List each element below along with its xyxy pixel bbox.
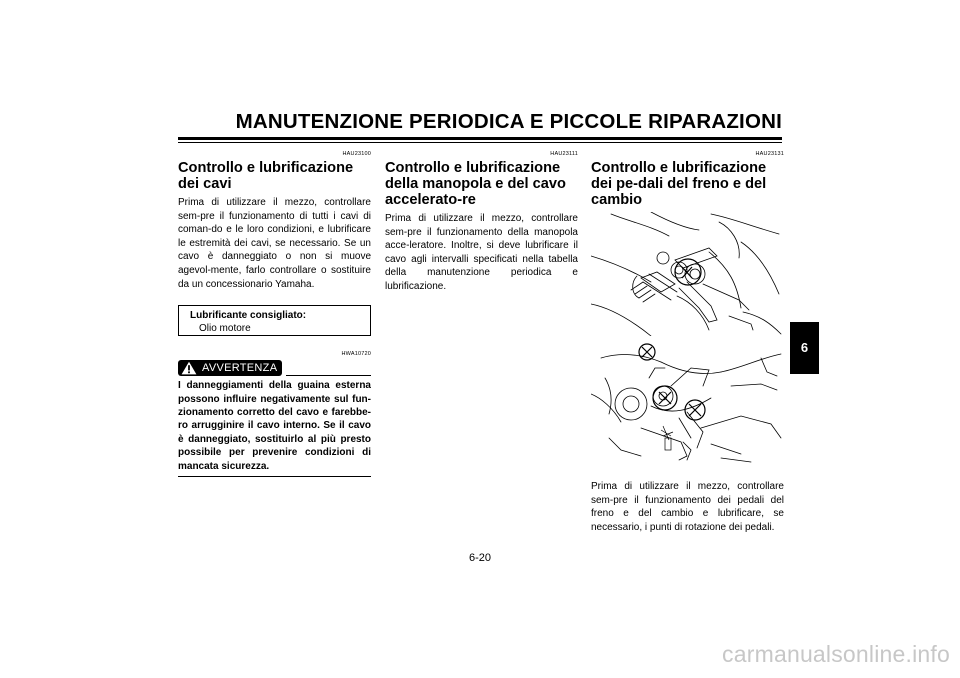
section-code: HAU23111 xyxy=(550,151,578,157)
warning-code: HWA10720 xyxy=(341,351,371,358)
section-body: Prima di utilizzare il mezzo, controllare sem-pre il funzionamento dei pedali del freno e del cambio e lubrificare, se necessario, i punti di rotazione dei pedali. xyxy=(591,481,784,533)
section-cables xyxy=(178,150,371,477)
section-title: Controllo e lubrificazione dei cavi xyxy=(178,160,354,192)
warning-header xyxy=(178,350,371,376)
warning-badge xyxy=(178,360,282,376)
lubricant-value: Olio motore xyxy=(199,323,251,335)
warning-rule xyxy=(286,375,371,376)
warning-bottom-rule xyxy=(178,476,371,477)
lubricant-label: Lubrificante consigliato: xyxy=(190,310,307,322)
section-pedals xyxy=(591,150,784,534)
section-body: Prima di utilizzare il mezzo, controllare sem-pre il funzionamento di tutti i cavi di coman-do e le loro condizioni, e lubrificare le estremità dei cavi, se necessario. Se un cavo è danneggiato o non si muove agevol-mente, farlo controllare o sostituire da un concessionario Yamaha. xyxy=(178,197,371,290)
warning-label: AVVERTENZA xyxy=(202,362,278,375)
warning-icon xyxy=(181,361,197,375)
section-code: HAU23131 xyxy=(755,151,784,157)
section-title: Controllo e lubrificazione della manopola e del cavo accelerato-re xyxy=(385,160,566,208)
lubricant-box xyxy=(178,305,371,336)
header-rule-thin xyxy=(178,142,782,143)
shift-pedal-illustration xyxy=(591,338,784,468)
section-throttle xyxy=(385,150,578,294)
page-number: 6-20 xyxy=(468,552,492,564)
chapter-tab: 6 xyxy=(790,322,819,374)
section-code: HAU23100 xyxy=(342,151,371,157)
watermark: carmanualsonline.info xyxy=(722,641,950,667)
section-title: Controllo e lubrificazione dei pe-dali del freno e del cambio xyxy=(591,160,767,208)
brake-pedal-illustration xyxy=(591,212,784,336)
warning-text: I danneggiamenti della guaina esterna possono influire negativamente sul fun-zionamento corretto del cavo e farebbe-ro arrugginire il cavo interno. Se il cavo è danneggiato, sostituirlo al più presto possibile per prevenire condizioni di mancata sicurezza. xyxy=(178,380,371,472)
section-body: Prima di utilizzare il mezzo, controllare sem-pre il funzionamento della manopola acce-leratore. Inoltre, si deve lubrificare il cavo agli intervalli specificati nella tabella della manutenzione periodica e lubrificazione. xyxy=(385,213,578,292)
header-rule xyxy=(178,137,782,140)
page-header-title: MANUTENZIONE PERIODICA E PICCOLE RIPARAZIONI xyxy=(235,110,782,133)
